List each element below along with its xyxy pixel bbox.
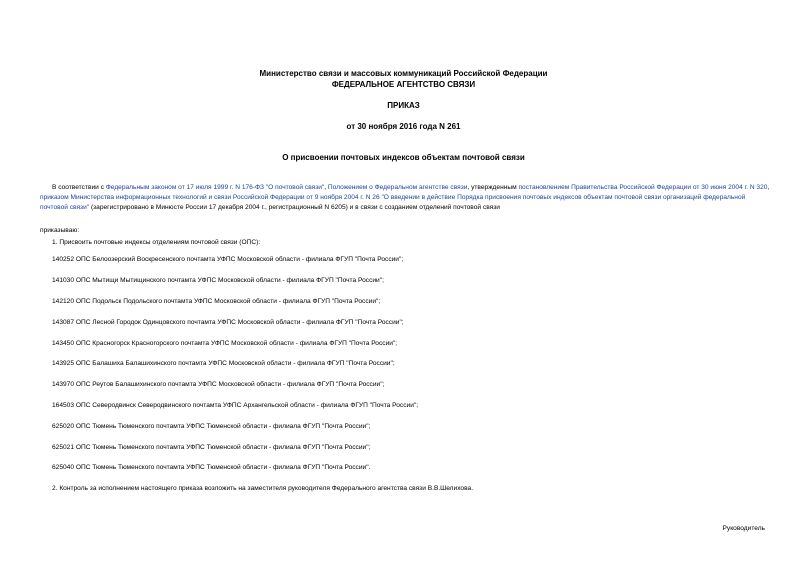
doc-type: ПРИКАЗ — [387, 101, 420, 110]
signature-title: Руководитель — [722, 525, 765, 532]
intro-text-4: , — [767, 184, 770, 191]
office-item: 625040 ОПС Тюмень Тюменского почтамта УФПС Тюменской области - филиала ФГУП "Почта России". — [52, 464, 371, 471]
office-item: 143087 ОПС Лесной Городок Одинцовского почтамта УФПС Московской области - филиала ФГУП "Почта России"; — [52, 319, 404, 326]
office-item: 141030 ОПС Мытищи Мытищинского почтамта УФПС Московской области - филиала ФГУП "Почта России"; — [52, 277, 384, 284]
doc-date-number: от 30 ноября 2016 года N 261 — [346, 122, 461, 131]
intro-text-2: , — [324, 184, 328, 191]
order-word: приказываю: — [40, 227, 80, 234]
link-government-decree[interactable]: постановлением Правительства Российской Федерации от 30 июня 2004 г. N 320 — [518, 184, 768, 191]
office-item: 143450 ОПС Красногорск Красногорского почтамта УФПС Московской области - филиала ФГУП "Почта России"; — [52, 340, 398, 347]
office-item: 140252 ОПС Белоозерский Воскресенского почтамта УФПС Московской области - филиала ФГУП "Почта России"; — [52, 256, 404, 263]
office-item: 164503 ОПС Северодвинск Северодвинского почтамта УФПС Архангельской области - филиала ФГУП "Почта России"; — [52, 402, 419, 409]
link-agency-regulation[interactable]: Положением о Федеральном агентстве связи — [327, 184, 468, 191]
intro-text-3: , утвержденным — [467, 184, 519, 191]
link-federal-law[interactable]: Федеральным законом от 17 июля 1999 г. N 176-ФЗ "О почтовой связи" — [105, 184, 325, 191]
agency-title: ФЕДЕРАЛЬНОЕ АГЕНТСТВО СВЯЗИ — [331, 80, 476, 89]
office-item: 625020 ОПС Тюмень Тюменского почтамта УФПС Тюменской области - филиала ФГУП "Почта России"; — [52, 423, 371, 430]
item2-text: 2. Контроль за исполнением настоящего приказа возложить на заместителя руководителя Федерального агентства связи В.В.Шелихова. — [52, 485, 474, 492]
ministry-title: Министерство связи и массовых коммуникаций Российской Федерации — [259, 69, 548, 78]
intro-text-5: (зарегистрировано в Минюсте России 17 декабря 2004 г., регистрационный N 6205) и в связи с созданием отделений почтовой связи — [89, 204, 500, 212]
office-item: 625021 ОПС Тюмень Тюменского почтамта УФПС Тюменской области - филиала ФГУП "Почта России"; — [52, 444, 371, 451]
intro-paragraph — [40, 183, 770, 214]
doc-subject: О присвоении почтовых индексов объектам почтовой связи — [282, 153, 525, 162]
office-item: 142120 ОПС Подольск Подольского почтамта УФПС Московской области - филиала ФГУП "Почта России"; — [52, 298, 381, 305]
item1-heading: 1. Присвоить почтовые индексы отделениям почтовой связи (ОПС): — [52, 239, 261, 246]
intro-text-1: В соответствии с — [52, 184, 106, 191]
link-ministry-order[interactable]: приказом Министерства информационных технологий и связи Российской Федерации от 9 ноября 2004 г. N 26 "О введении в действие Порядка присвоения почтовых индексов объектам почтовой связи организаций федеральной почтовой связи" — [40, 194, 746, 212]
office-item: 143970 ОПС Реутов Балашихинского почтамта УФПС Московской области - филиала ФГУП "Почта России"; — [52, 381, 385, 388]
office-item: 143925 ОПС Балашиха Балашихинского почтамта УФПС Московской области - филиала ФГУП "Почта России"; — [52, 360, 395, 367]
